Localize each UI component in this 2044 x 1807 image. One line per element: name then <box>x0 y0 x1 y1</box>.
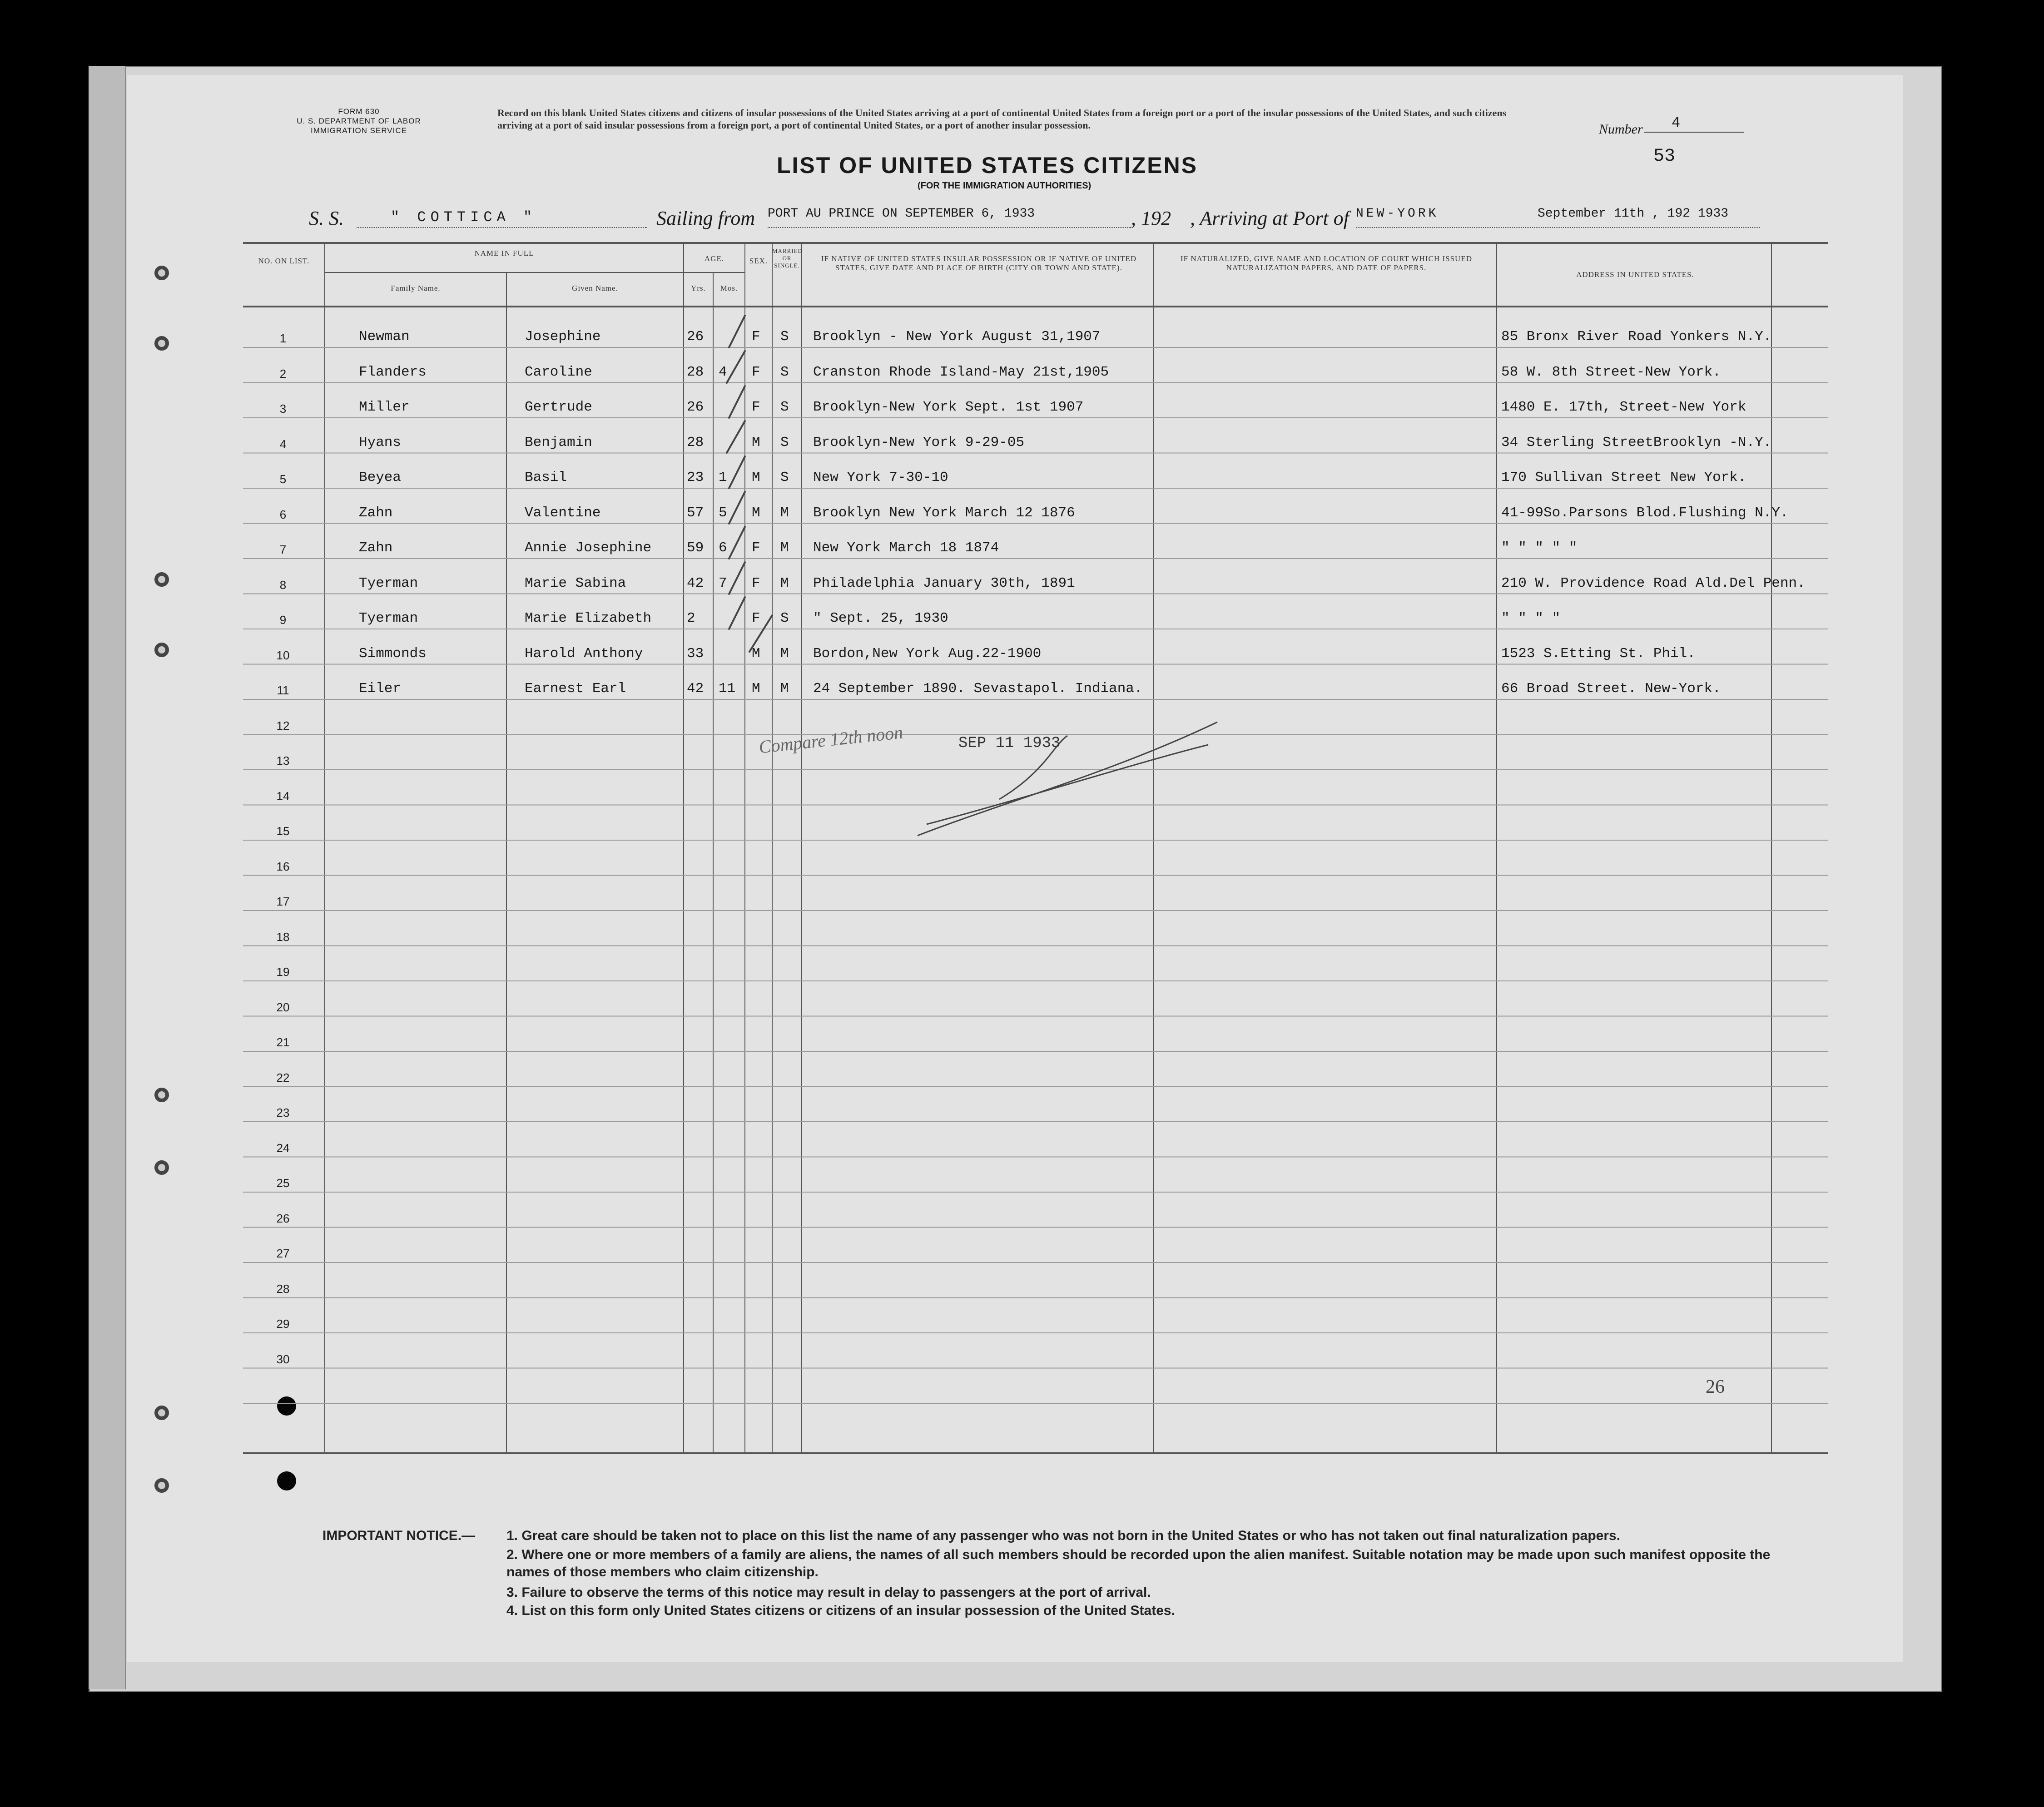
age-months: 11 <box>719 681 736 697</box>
marital-status: S <box>780 470 789 485</box>
row-number: 29 <box>276 1317 290 1331</box>
us-address: 1523 S.Etting St. Phil. <box>1501 645 1696 662</box>
marital-status: M <box>780 575 789 591</box>
us-address: 58 W. 8th Street-New York. <box>1501 364 1721 380</box>
marital-status: S <box>780 329 789 345</box>
marital-status: M <box>780 505 789 521</box>
family-name: Simmonds <box>359 645 427 662</box>
age-years: 23 <box>687 470 704 485</box>
us-address: " " " " " <box>1501 540 1578 556</box>
marital-status: S <box>780 364 789 380</box>
sailing-label: Sailing from <box>656 207 755 229</box>
age-years: 42 <box>687 681 704 697</box>
age-years: 28 <box>687 364 704 380</box>
given-name: Annie Josephine <box>525 540 652 556</box>
row-number: 14 <box>276 789 290 803</box>
col-header-birth: IF NATIVE OF UNITED STATES INSULAR POSSESSION OR IF NATIVE OF UNITED STATES, GIVE DATE AND PLACE OF BIRTH (CITY OR TOWN AND STATE). <box>821 254 1137 272</box>
birth-details: Bordon,New York Aug.22-1900 <box>813 645 1042 662</box>
form-number: FORM 630 <box>338 107 380 116</box>
age-months: 6 <box>719 540 727 556</box>
row-number: 11 <box>277 683 289 697</box>
family-name: Hyans <box>359 434 402 451</box>
age-months: 4 <box>719 364 727 380</box>
col-header-yrs: Yrs. <box>691 284 706 292</box>
us-address: 66 Broad Street. New-York. <box>1501 681 1721 697</box>
birth-details: Brooklyn New York March 12 1876 <box>813 505 1075 521</box>
row-number: 21 <box>276 1035 290 1049</box>
birth-details: Philadelphia January 30th, 1891 <box>813 575 1075 591</box>
arrival-date: September 11th , 192 1933 <box>1538 207 1729 221</box>
sex: F <box>752 540 760 556</box>
row-number: 7 <box>279 543 287 556</box>
ship-name: " COTTICA " <box>391 209 537 226</box>
family-name: Beyea <box>359 470 402 485</box>
year-label: , 192 <box>1131 207 1171 229</box>
birth-details: Brooklyn-New York Sept. 1st 1907 <box>813 399 1084 415</box>
us-address: 170 Sullivan Street New York. <box>1501 470 1746 485</box>
family-name: Tyerman <box>359 610 418 626</box>
family-name: Miller <box>359 399 410 415</box>
row-number: 16 <box>276 859 290 873</box>
marital-status: M <box>780 645 789 662</box>
us-address: 34 Sterling StreetBrooklyn -N.Y. <box>1501 434 1772 451</box>
marital-status: M <box>780 540 789 556</box>
birth-details: Brooklyn-New York 9-29-05 <box>813 434 1025 451</box>
marital-status: S <box>780 399 789 415</box>
row-number: 13 <box>276 754 290 767</box>
port-value: NEW-YORK <box>1356 207 1439 221</box>
us-address: " " " " <box>1501 610 1561 626</box>
row-number: 27 <box>276 1247 290 1260</box>
row-number: 12 <box>276 718 290 733</box>
notice-heading: IMPORTANT NOTICE.— <box>322 1528 476 1543</box>
col-header-married: MARRIED OR SINGLE. <box>772 248 803 269</box>
col-header-address: ADDRESS IN UNITED STATES. <box>1576 270 1694 279</box>
sex: F <box>752 399 760 415</box>
col-header-mos: Mos. <box>720 284 738 292</box>
sex: F <box>752 329 760 345</box>
department-name: U. S. DEPARTMENT OF LABOR <box>297 117 421 125</box>
birth-details: Cranston Rhode Island-May 21st,1905 <box>813 364 1109 380</box>
family-name: Zahn <box>359 540 393 556</box>
sex: F <box>752 364 760 380</box>
marital-status: M <box>780 681 789 697</box>
age-months: 7 <box>719 575 727 591</box>
given-name: Harold Anthony <box>525 645 643 662</box>
row-number: 25 <box>276 1176 290 1190</box>
row-number: 19 <box>276 965 290 979</box>
row-number: 20 <box>276 1000 290 1014</box>
sex: M <box>752 645 760 662</box>
col-header-name-in-full: NAME IN FULL <box>474 249 534 257</box>
sex: M <box>752 470 760 485</box>
row-number: 30 <box>276 1352 290 1366</box>
row-number: 24 <box>276 1141 290 1155</box>
row-number: 2 <box>279 366 287 381</box>
given-name: Basil <box>525 470 567 485</box>
service-name: IMMIGRATION SERVICE <box>310 126 407 135</box>
age-years: 2 <box>687 610 695 626</box>
row-number: 8 <box>279 578 287 592</box>
family-name: Flanders <box>359 364 427 380</box>
row-number: 4 <box>279 437 287 451</box>
given-name: Earnest Earl <box>525 681 626 697</box>
given-name: Josephine <box>525 329 601 345</box>
row-number: 23 <box>276 1106 290 1119</box>
sex: M <box>752 681 760 697</box>
given-name: Marie Sabina <box>525 575 626 591</box>
number-label: Number <box>1599 122 1643 137</box>
age-years: 57 <box>687 505 704 521</box>
notice-item-3: 3. Failure to observe the terms of this notice may result in delay to passengers at the port of arrival. <box>506 1585 1151 1600</box>
number-value: 4 <box>1672 114 1681 131</box>
family-name: Eiler <box>359 681 402 697</box>
age-years: 26 <box>687 329 704 345</box>
given-name: Caroline <box>525 364 592 380</box>
age-years: 59 <box>687 540 704 556</box>
marital-status: S <box>780 434 789 451</box>
row-number: 22 <box>276 1070 290 1084</box>
age-years: 42 <box>687 575 704 591</box>
sex: F <box>752 575 760 591</box>
row-number: 1 <box>279 332 287 345</box>
marital-status: S <box>780 610 789 626</box>
age-months: 1 <box>719 470 727 485</box>
row-number: 3 <box>279 402 287 416</box>
family-name: Newman <box>359 329 410 345</box>
us-address: 1480 E. 17th, Street-New York <box>1501 399 1746 415</box>
sex: M <box>752 434 760 451</box>
row-number: 10 <box>276 648 290 662</box>
sex: M <box>752 505 760 521</box>
notice-item-1: 1. Great care should be taken not to place on this list the name of any passenger who was not born in the United States or who has not taken out final naturalization papers. <box>506 1528 1621 1543</box>
col-header-no: NO. ON LIST. <box>258 257 310 265</box>
tally-number: 26 <box>1706 1376 1725 1397</box>
us-address: 41-99So.Parsons Blod.Flushing N.Y. <box>1501 505 1789 521</box>
age-years: 33 <box>687 645 704 662</box>
row-number: 9 <box>279 613 287 627</box>
col-header-family-name: Family Name. <box>391 284 441 292</box>
col-header-naturalized: IF NATURALIZED, GIVE NAME AND LOCATION OF COURT WHICH ISSUED NATURALIZATION PAPERS, AND DATE OF PAPERS. <box>1180 254 1472 272</box>
sex: F <box>752 610 760 626</box>
notice-item-4: 4. List on this form only United States citizens or citizens of an insular possession of the United States. <box>506 1603 1175 1618</box>
col-header-given-name: Given Name. <box>572 284 618 292</box>
sailing-value: PORT AU PRINCE ON SEPTEMBER 6, 1933 <box>768 207 1035 221</box>
page-title: LIST OF UNITED STATES CITIZENS <box>777 153 1198 178</box>
row-number: 18 <box>276 930 290 944</box>
age-years: 28 <box>687 434 704 451</box>
row-number: 26 <box>276 1211 290 1225</box>
page-subtitle: (FOR THE IMMIGRATION AUTHORITIES) <box>918 181 1091 191</box>
row-number: 6 <box>279 507 287 521</box>
birth-details: " Sept. 25, 1930 <box>813 610 948 626</box>
notice-item-2: 2. Where one or more members of a family are aliens, the names of all such members should be recorded upon the alien manifest. Suitable notation may be made upon such manifest opposite the names of those members who claim citizenship. <box>506 1547 1771 1579</box>
row-number: 28 <box>276 1282 290 1296</box>
birth-details: 24 September 1890. Sevastapol. Indiana. <box>813 681 1143 697</box>
given-name: Gertrude <box>525 399 592 415</box>
arriving-label: , Arriving at Port of <box>1190 207 1349 229</box>
us-address: 85 Bronx River Road Yonkers N.Y. <box>1501 329 1772 345</box>
row-number: 17 <box>276 895 290 908</box>
col-header-sex: SEX. <box>749 257 768 265</box>
ss-label: S. S. <box>309 207 344 229</box>
col-header-age: AGE. <box>704 254 724 263</box>
row-number: 15 <box>276 824 290 838</box>
birth-details: Brooklyn - New York August 31,1907 <box>813 329 1101 345</box>
date-stamp: SEP 11 1933 <box>958 735 1061 752</box>
family-name: Tyerman <box>359 575 418 591</box>
age-years: 26 <box>687 399 704 415</box>
birth-details: New York 7-30-10 <box>813 470 948 485</box>
family-name: Zahn <box>359 505 393 521</box>
row-number: 5 <box>279 472 287 486</box>
form-instruction: Record on this blank United States citizens and citizens of insular possessions of the United States arriving at a port of continental United States from a foreign port or a port of the insular possessions of the United States, and such citizens arriving at a port of said insular possessions from a foreign port, a port of continental United States, or a port of another insular possession. <box>497 107 1507 131</box>
handwritten-note: Compare 12th noon <box>758 722 904 757</box>
given-name: Valentine <box>525 505 601 521</box>
age-months: 5 <box>719 505 727 521</box>
us-address: 210 W. Providence Road Ald.Del Penn. <box>1501 575 1806 591</box>
birth-details: New York March 18 1874 <box>813 540 999 556</box>
page-number: 53 <box>1653 146 1676 167</box>
given-name: Benjamin <box>525 434 592 451</box>
given-name: Marie Elizabeth <box>525 610 652 626</box>
